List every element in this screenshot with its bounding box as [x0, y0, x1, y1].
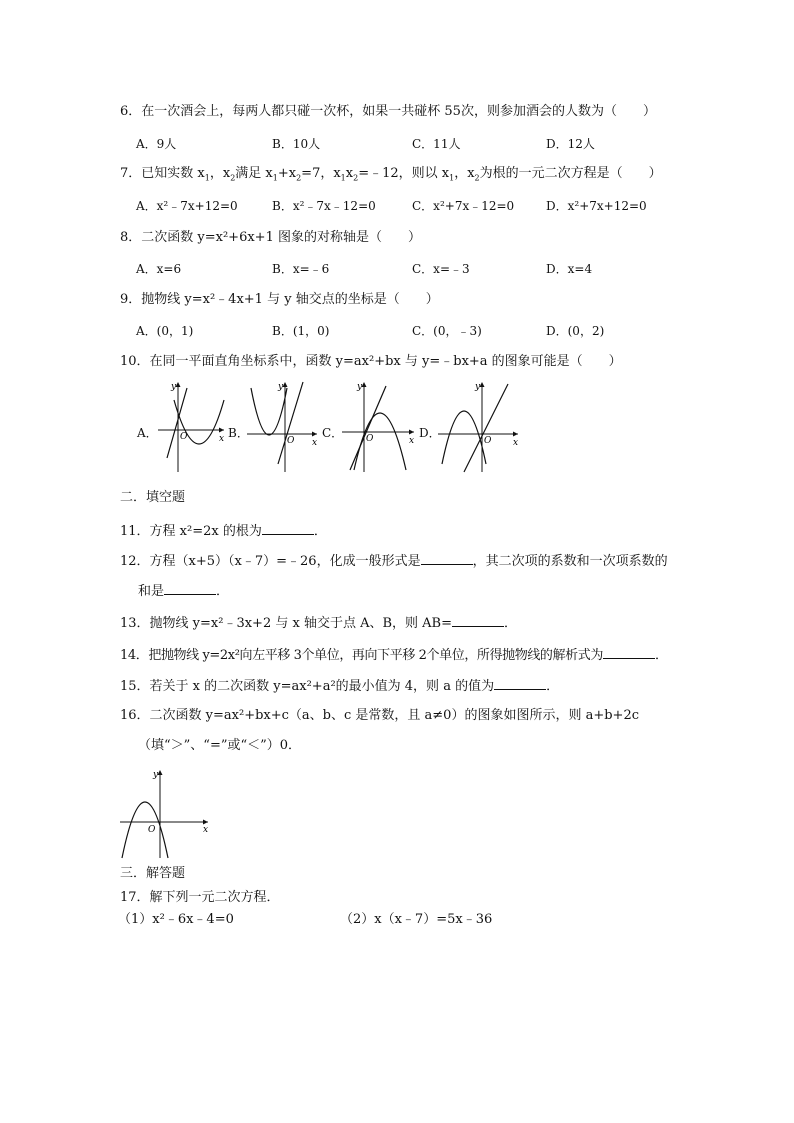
q10-graph-a	[156, 378, 228, 474]
q10-label-b: B．	[228, 426, 249, 440]
answer-blank[interactable]	[421, 552, 473, 565]
question-15: 15．若关于 x 的二次函数 y=ax²+a²的最小值为 4，则 a 的值为 ．	[120, 679, 560, 694]
answer-blank[interactable]	[494, 677, 546, 690]
q6-option-d: D．12人	[546, 137, 595, 151]
origin-label: O	[180, 432, 188, 442]
q10-label-d: D．	[419, 426, 441, 440]
q17-part-2: （2）x（x﹣7）=5x﹣36	[340, 912, 493, 927]
section-2-heading: 二．填空题	[120, 490, 186, 505]
q7-option-c: C．x²+7x﹣12=0	[412, 199, 515, 213]
origin-label: O	[484, 436, 492, 446]
q6-option-a: A．9人	[136, 137, 177, 151]
q6-option-b: B．10人	[272, 137, 321, 151]
axis-x-label: x	[219, 434, 225, 444]
question-9-stem: 9．抛物线 y=x²﹣4x+1 与 y 轴交点的坐标是（ ）	[120, 292, 439, 307]
axis-y-label: y	[153, 770, 159, 780]
q8-option-d: D．x=4	[546, 262, 593, 276]
q7-option-d: D．x²+7x+12=0	[546, 199, 647, 213]
axis-y-label: y	[357, 382, 363, 392]
axis-x-label: x	[203, 825, 209, 835]
q9-option-c: C．(0，﹣3)	[412, 324, 482, 338]
q8-option-c: C．x=﹣3	[412, 262, 470, 276]
origin-label: O	[148, 825, 156, 835]
axis-x-label: x	[312, 438, 318, 448]
q10-label-c: C．	[322, 426, 344, 440]
section-3-heading: 三．解答题	[120, 866, 186, 881]
origin-label: O	[366, 434, 374, 444]
q10-graph-d	[436, 378, 522, 474]
q10-label-a: A．	[137, 426, 158, 440]
q10-graph-b	[245, 378, 321, 474]
answer-blank[interactable]	[603, 646, 655, 659]
q8-option-a: A．x=6	[136, 262, 182, 276]
question-6-stem: 6．在一次酒会上，每两人都只碰一次杯，如果一共碰杯 55次，则参加酒会的人数为（ ）	[120, 104, 656, 119]
question-8-stem: 8．二次函数 y=x²+6x+1 图象的对称轴是（ ）	[120, 230, 421, 245]
axis-y-label: y	[475, 382, 481, 392]
q7-option-a: A．x²﹣7x+12=0	[136, 199, 238, 213]
question-16-line1: 16．二次函数 y=ax²+bx+c（a、b、c 是常数，且 a≠0）的图象如图所示，则 a+b+2c	[120, 708, 639, 723]
q9-option-a: A．(0，1)	[136, 324, 194, 338]
q8-option-b: B．x=﹣6	[272, 262, 330, 276]
question-14: 14．把抛物线 y=2x²向左平移 3个单位，再向下平移 2个单位，所得抛物线的解析式为 ．	[120, 648, 668, 663]
question-12-line2: 和是 ．	[138, 584, 230, 599]
question-11: 11．方程 x²=2x 的根为 ．	[120, 524, 327, 539]
axis-y-label: y	[171, 382, 177, 392]
question-13: 13．抛物线 y=x²﹣3x+2 与 x 轴交于点 A、B，则 AB= ．	[120, 616, 518, 631]
origin-label: x	[409, 436, 415, 446]
question-16-line2: （填“＞”、“=”或“＜”）0．	[138, 738, 302, 753]
q6-option-c: C．11人	[412, 137, 461, 151]
answer-blank[interactable]	[164, 582, 216, 595]
question-17-stem: 17．解下列一元二次方程．	[120, 890, 280, 905]
answer-blank[interactable]	[452, 614, 504, 627]
q17-part-1: （1）x²﹣6x﹣4=0	[118, 912, 234, 927]
answer-blank[interactable]	[262, 522, 314, 535]
axis-x-label: x	[513, 438, 519, 448]
q7-option-b: B．x²﹣7x﹣12=0	[272, 199, 376, 213]
question-10-stem: 10．在同一平面直角坐标系中，函数 y=ax²+bx 与 y=﹣bx+a 的图象可能是（ ）	[120, 354, 622, 369]
question-12-line1: 12．方程（x+5）（x﹣7）=﹣26，化成一般形式是 ，其二次项的系数和一次项系数的	[120, 554, 668, 569]
q10-graph-c	[340, 378, 418, 474]
q9-option-b: B．(1，0)	[272, 324, 330, 338]
axis-y-label: y	[278, 382, 284, 392]
origin-label: O	[287, 436, 295, 446]
q9-option-d: D．(0，2)	[546, 324, 605, 338]
question-7-stem: 7．已知实数 $x_1$，$x_2$满足 $x_1+x_2=7$，$x_1x_2=﹣12$，则以 $x_1$，$x_2$为根的一元二次方程是（ ）	[120, 166, 662, 183]
q16-parabola-graph	[118, 766, 212, 860]
